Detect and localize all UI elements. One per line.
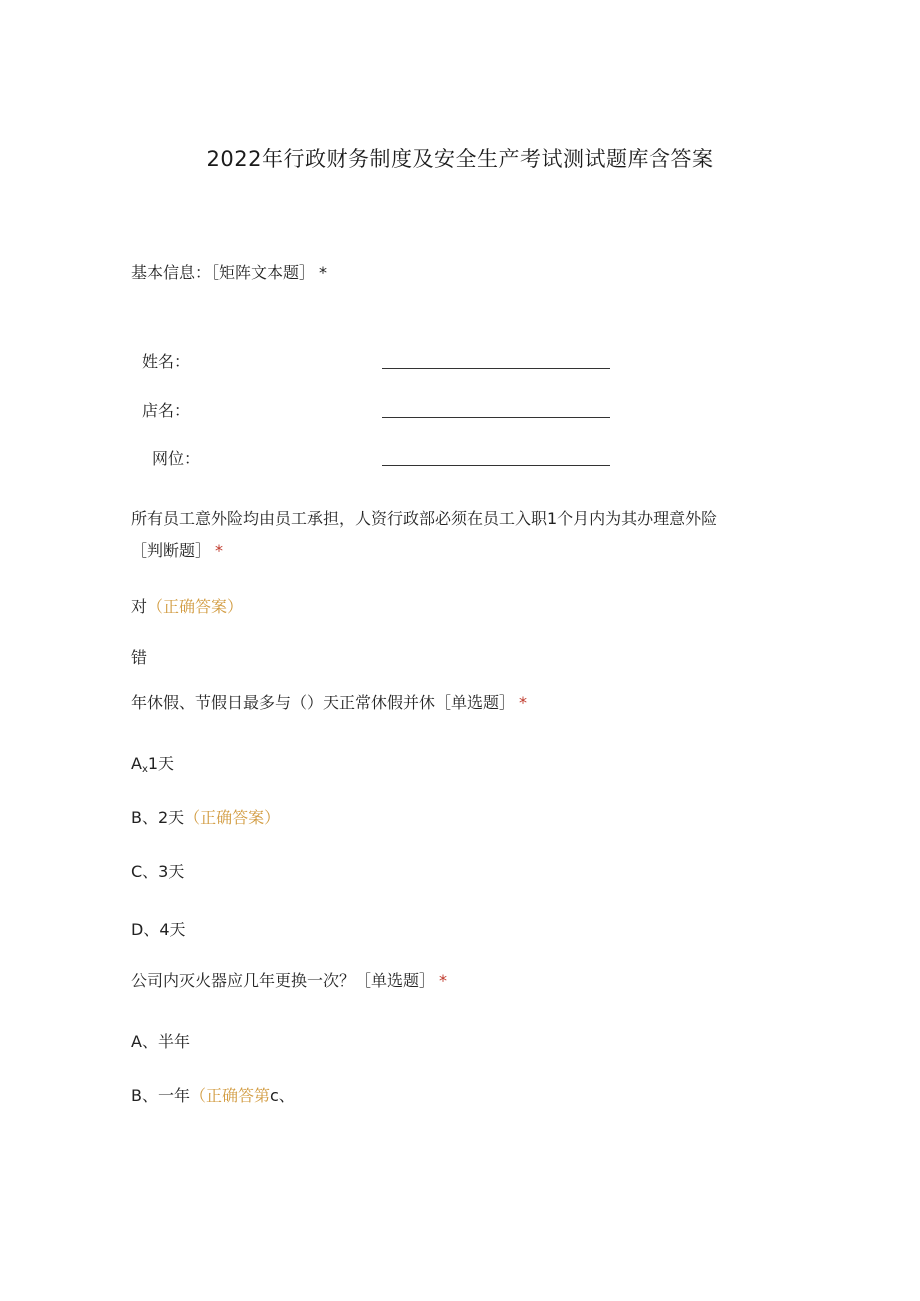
field-label-position: 网位： — [152, 449, 201, 468]
question-text: 年休假、节假日最多与（）天正常休假并休［单选题］ — [131, 693, 516, 712]
option-sub: x — [141, 764, 148, 775]
store-input-line[interactable] — [382, 417, 610, 418]
option-a[interactable] — [131, 753, 174, 781]
option-text: B、一年 — [131, 1086, 190, 1105]
correct-answer-tag: （正确答案） — [184, 808, 281, 827]
question-text: 基本信息：［矩阵文本题］ — [131, 263, 316, 282]
option-text: B、2天 — [131, 808, 185, 827]
required-mark: * — [215, 541, 224, 560]
name-input-line[interactable] — [382, 368, 610, 369]
field-label-store: 店名： — [142, 401, 191, 420]
question-type-line — [131, 540, 223, 562]
option-true[interactable] — [131, 596, 243, 618]
question-basic-info — [131, 262, 327, 284]
option-text: 1天 — [147, 754, 175, 773]
position-input-line[interactable] — [382, 465, 610, 466]
correct-answer-tag: （正确答案） — [147, 597, 244, 616]
question-extinguisher — [131, 970, 447, 992]
option-text: C、3天 — [131, 862, 185, 881]
option-text: D、4天 — [131, 920, 186, 939]
option-text: A、半年 — [131, 1032, 190, 1051]
option-c[interactable] — [131, 861, 184, 883]
required-mark: * — [319, 263, 328, 282]
option-text: 对 — [131, 597, 148, 616]
option-text: 错 — [131, 648, 148, 667]
option-d[interactable] — [131, 919, 186, 941]
page-title: 2022年行政财务制度及安全生产考试测试题库含答案 — [206, 147, 714, 171]
question-type: ［判断题］ — [131, 541, 212, 560]
option-b[interactable] — [131, 807, 280, 829]
option-b[interactable] — [131, 1085, 295, 1107]
required-mark: * — [439, 971, 448, 990]
option-trailing: c、 — [270, 1086, 295, 1105]
correct-answer-tag: （正确答第 — [189, 1086, 270, 1105]
question-leave — [131, 692, 527, 714]
option-false[interactable] — [131, 647, 147, 669]
field-label-name: 姓名： — [142, 352, 191, 371]
question-text: 公司内灭火器应几年更换一次？［单选题］ — [131, 971, 436, 990]
option-prefix: A — [131, 754, 142, 773]
option-a[interactable] — [131, 1031, 190, 1053]
question-text-line1: 所有员工意外险均由员工承担，人资行政部必须在员工入职1个月内为其办理意外险 — [131, 509, 718, 528]
required-mark: * — [519, 693, 528, 712]
